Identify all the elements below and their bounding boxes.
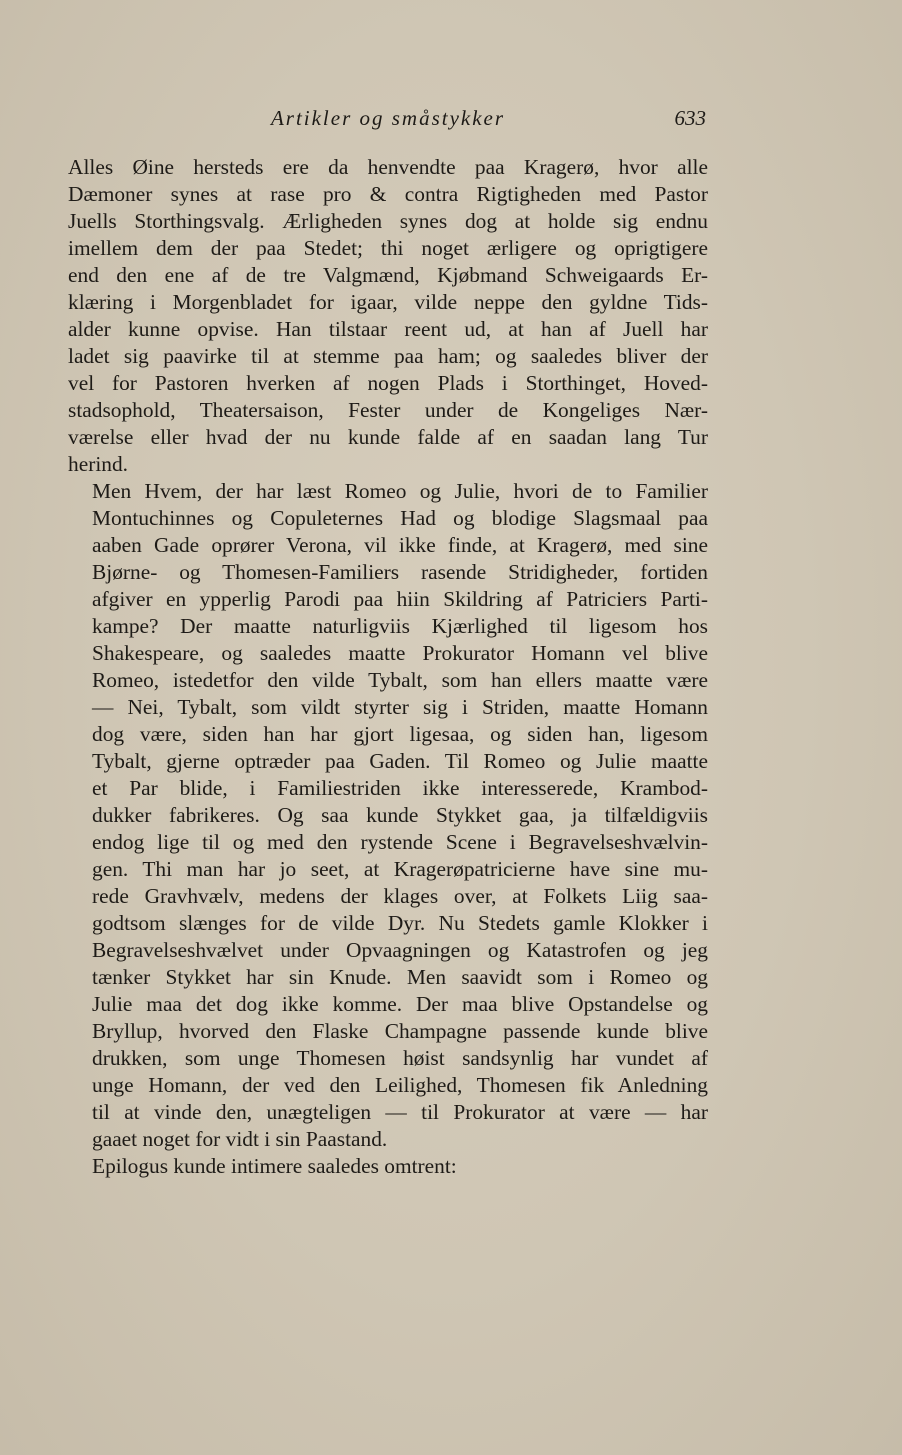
text-line: Julie maa det dog ikke komme. Der maa blive Opstandelse og: [92, 992, 708, 1016]
text-line: endog lige til og med den rystende Scene i Begravelseshvælvin-: [92, 830, 708, 854]
paragraph-3: [68, 1153, 708, 1180]
text-line: Juells Storthingsvalg. Ærligheden synes dog at holde sig endnu: [68, 209, 708, 233]
text-line: aaben Gade oprører Verona, vil ikke finde, at Kragerø, med sine: [92, 533, 708, 557]
text-line: Bryllup, hvorved den Flaske Champagne passende kunde blive: [92, 1019, 708, 1043]
text-line: et Par blide, i Familiestriden ikke interesserede, Krambod-: [92, 776, 708, 800]
text-line: Men Hvem, der har læst Romeo og Julie, hvori de to Familier: [92, 479, 708, 503]
text-line: stadsophold, Theatersaison, Fester under de Kongeliges Nær-: [68, 398, 708, 422]
text-line: tænker Stykket har sin Knude. Men saavidt som i Romeo og: [92, 965, 708, 989]
body-text: [68, 154, 708, 1180]
text-line: gen. Thi man har jo seet, at Kragerøpatricierne have sine mu-: [92, 857, 708, 881]
text-line: — Nei, Tybalt, som vildt styrter sig i Striden, maatte Homann: [92, 695, 708, 719]
text-line: afgiver en ypperlig Parodi paa hiin Skildring af Patriciers Parti-: [92, 587, 708, 611]
text-line: ladet sig paavirke til at stemme paa ham; og saaledes bliver der: [68, 344, 708, 368]
text-line: dukker fabrikeres. Og saa kunde Stykket gaa, ja tilfældigviis: [92, 803, 708, 827]
text-line: Begravelseshvælvet under Opvaagningen og Katastrofen og jeg: [92, 938, 708, 962]
text-line: kampe? Der maatte naturligviis Kjærlighed til ligesom hos: [92, 614, 708, 638]
running-title: Artikler og småstykker: [270, 106, 506, 130]
text-line: dog være, siden han har gjort ligesaa, og siden han, ligesom: [92, 722, 708, 746]
text-line: rede Gravhvælv, medens der klages over, at Folkets Liig saa-: [92, 884, 708, 908]
text-line: alder kunne opvise. Han tilstaar reent ud, at han af Juell har: [68, 317, 708, 341]
text-line: end den ene af de tre Valgmænd, Kjøbmand Schweigaards Er-: [68, 263, 708, 287]
text-line: Shakespeare, og saaledes maatte Prokurator Homann vel blive: [92, 641, 708, 665]
text-line: værelse eller hvad der nu kunde falde af en saadan lang Tur: [68, 425, 708, 449]
text-line: Tybalt, gjerne optræder paa Gaden. Til Romeo og Julie maatte: [92, 749, 708, 773]
text-line: Alles Øine hersteds ere da henvendte paa Kragerø, hvor alle: [68, 155, 708, 179]
text-line: Epilogus kunde intimere saaledes omtrent:: [92, 1154, 457, 1178]
text-line: unge Homann, der ved den Leilighed, Thomesen fik Anledning: [92, 1073, 708, 1097]
paragraph-1: [68, 154, 708, 478]
text-line: vel for Pastoren hverken af nogen Plads i Storthinget, Hoved-: [68, 371, 708, 395]
text-line: drukken, som unge Thomesen høist sandsynlig har vundet af: [92, 1046, 708, 1070]
text-line: klæring i Morgenbladet for igaar, vilde neppe den gyldne Tids-: [68, 290, 708, 314]
page-header: [68, 104, 708, 134]
text-line: Dæmoner synes at rase pro & contra Rigtigheden med Pastor: [68, 182, 708, 206]
text-line: Montuchinnes og Copuleternes Had og blodige Slagsmaal paa: [92, 506, 708, 530]
text-line: gaaet noget for vidt i sin Paastand.: [92, 1127, 388, 1151]
text-line: til at vinde den, unægteligen — til Prokurator at være — har: [92, 1100, 708, 1124]
page-number: 633: [674, 106, 706, 130]
text-line: herind.: [68, 452, 128, 476]
text-line: imellem dem der paa Stedet; thi noget ærligere og oprigtigere: [68, 236, 708, 260]
text-line: godtsom slænges for de vilde Dyr. Nu Stedets gamle Klokker i: [92, 911, 708, 935]
paragraph-2: [68, 478, 708, 1153]
text-line: Bjørne- og Thomesen-Familiers rasende Stridigheder, fortiden: [92, 560, 708, 584]
text-line: Romeo, istedetfor den vilde Tybalt, som han ellers maatte være: [92, 668, 708, 692]
